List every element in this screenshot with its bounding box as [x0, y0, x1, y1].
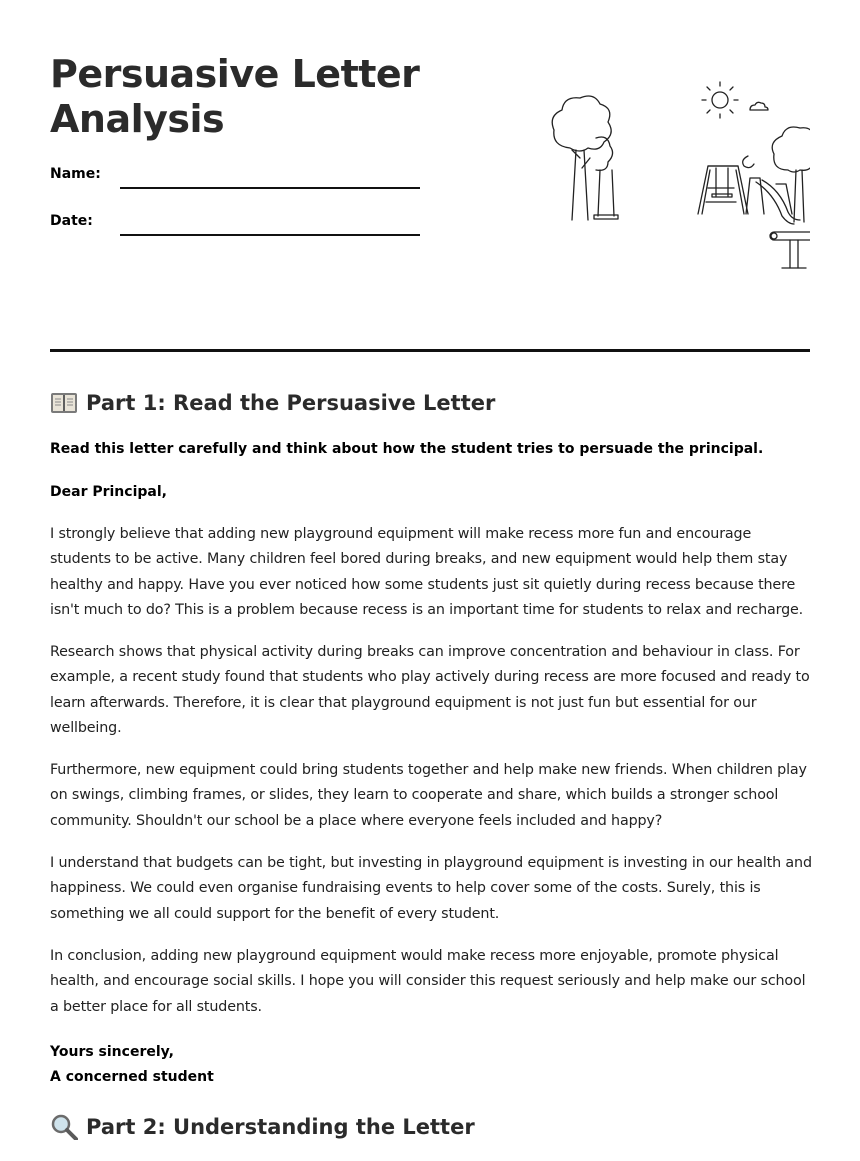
part1-heading-text: Part 1: Read the Persuasive Letter	[86, 391, 496, 415]
letter-paragraph: I understand that budgets can be tight, but investing in playground equipment is investing in our health and happiness. We could even organise fundraising events to help cover some of the costs. Surely, this is something we all could support for the benefit of every student.	[50, 855, 812, 922]
part1-heading	[50, 390, 495, 416]
date-label: Date:	[50, 213, 93, 229]
section-divider	[50, 349, 810, 352]
letter-paragraph: Research shows that physical activity during breaks can improve concentration and behaviour in class. For example, a recent study found that students who play actively during recess are more focused and ready to learn afterwards. Therefore, it is clear that playground equipment is not just fun but essential for our wellbeing.	[50, 644, 810, 737]
part1-instruction: Read this letter carefully and think about how the student tries to persuade the principal.	[50, 441, 764, 457]
magnifying-glass-icon	[50, 1114, 78, 1140]
part2-heading	[50, 1114, 475, 1140]
name-input-line[interactable]	[120, 187, 420, 189]
letter-salutation: Dear Principal,	[50, 484, 167, 500]
letter-paragraph: I strongly believe that adding new playground equipment will make recess more fun and encourage students to be active. Many children feel bored during breaks, and new equipment would help them stay healthy and happy. Have you ever noticed how some students just sit quietly during recess because there isn't much to do? This is a problem because recess is an important time for students to relax and recharge.	[50, 526, 804, 619]
part2-heading-text: Part 2: Understanding the Letter	[86, 1115, 475, 1139]
playground-illustration	[540, 78, 810, 278]
slide-icon	[746, 178, 800, 224]
name-label: Name:	[50, 166, 101, 182]
letter-closing	[50, 1040, 214, 1090]
date-field-row	[50, 211, 420, 241]
seesaw-icon	[770, 232, 810, 268]
left-tree-icon	[552, 96, 612, 220]
tree-swing-icon	[594, 170, 618, 219]
page-title: Persuasive Letter Analysis	[50, 52, 420, 141]
date-input-line[interactable]	[120, 234, 420, 236]
cloud-icon	[750, 102, 768, 110]
name-field-row	[50, 164, 420, 194]
letter-paragraph: Furthermore, new equipment could bring students together and help make new friends. When children play on swings, climbing frames, or slides, they learn to cooperate and share, which builds a stronger school community. Shouldn't our school be a place where everyone feels included and happy?	[50, 762, 807, 829]
letter-signature: A concerned student	[50, 1069, 214, 1085]
letter-paragraph: In conclusion, adding new playground equipment would make recess more enjoyable, promote physical health, and encourage social skills. I hope you will consider this request seriously and help make our school a better place for all students.	[50, 948, 806, 1015]
swing-set-icon	[698, 166, 748, 214]
open-book-icon	[50, 390, 78, 416]
right-tree-icon	[743, 127, 810, 222]
letter-closing-phrase: Yours sincerely,	[50, 1044, 174, 1060]
sun-icon	[702, 82, 738, 118]
